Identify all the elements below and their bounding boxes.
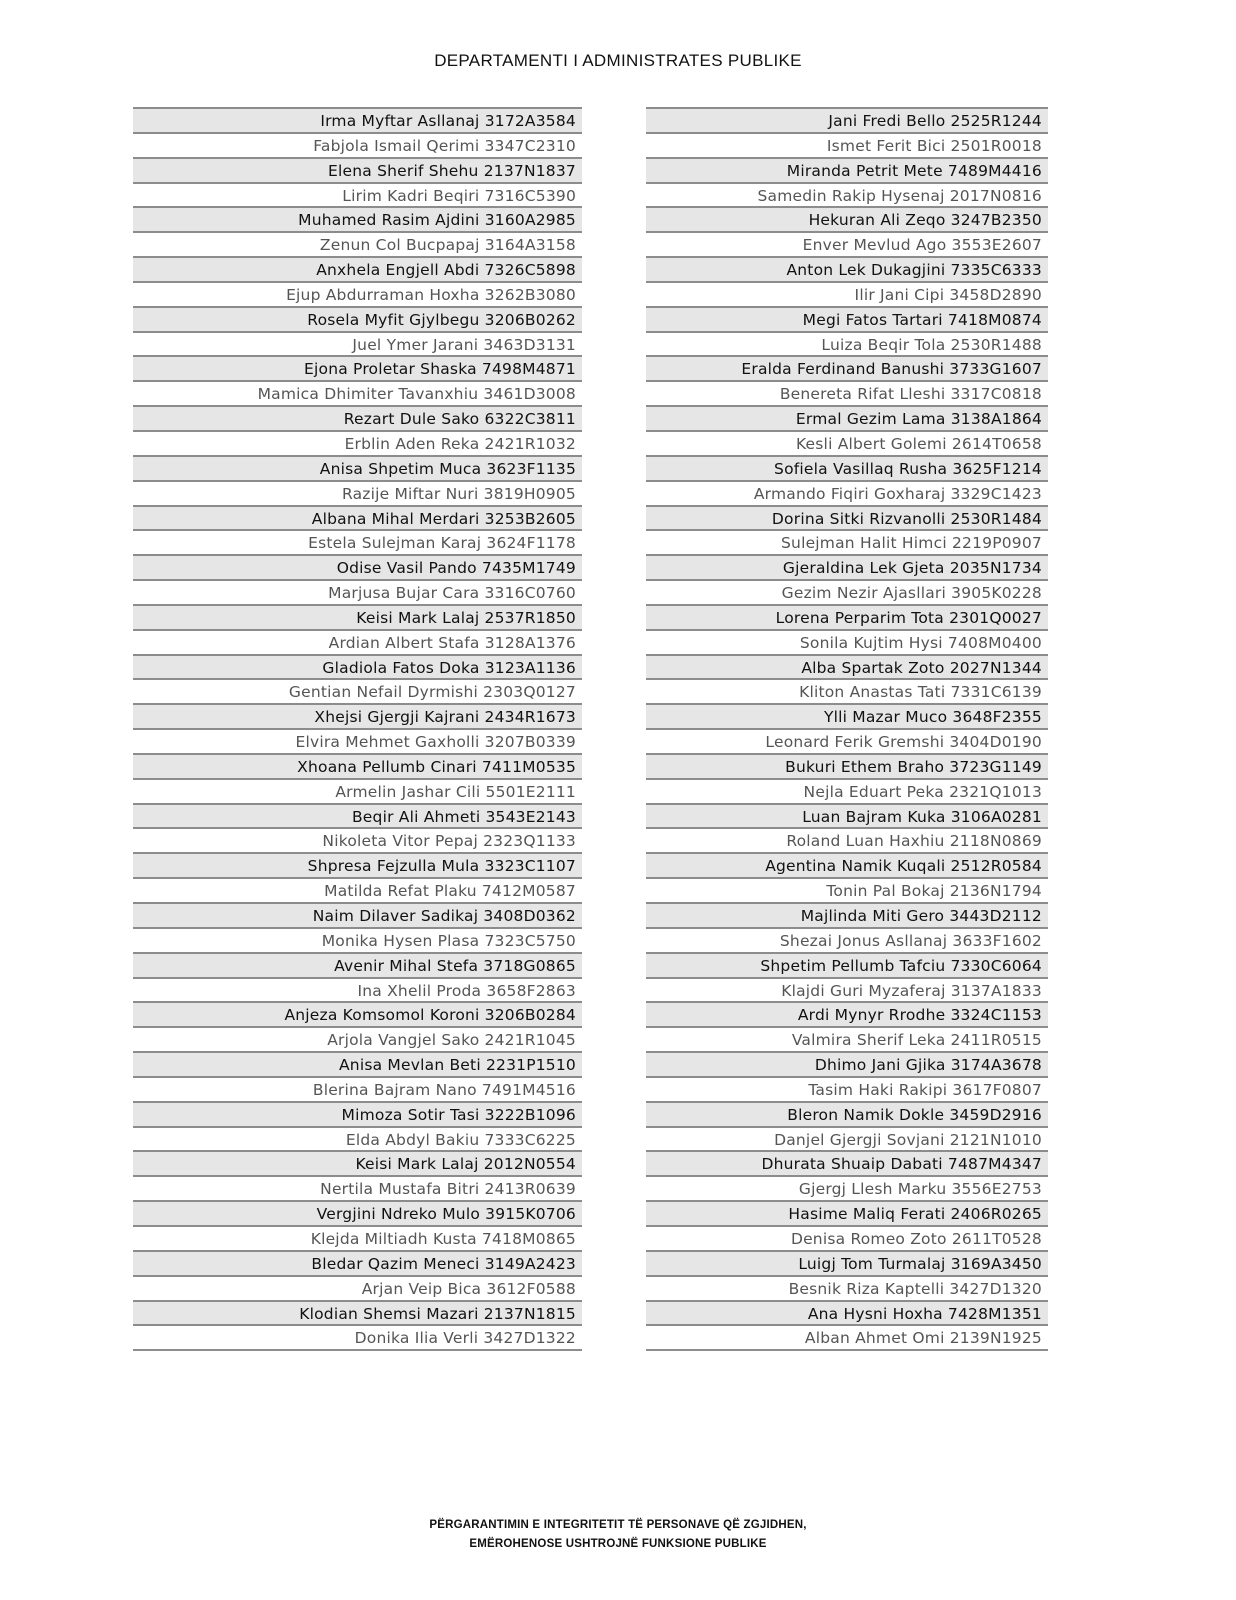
list-item: Dhimo Jani Gjika 3174A3678 (646, 1051, 1048, 1076)
list-item: Keisi Mark Lalaj 2537R1850 (133, 604, 582, 629)
list-item: Shpetim Pellumb Tafciu 7330C6064 (646, 952, 1048, 977)
list-item: Sulejman Halit Himci 2219P0907 (646, 529, 1048, 554)
list-item: Mimoza Sotir Tasi 3222B1096 (133, 1101, 582, 1126)
list-item: Donika Ilia Verli 3427D1322 (133, 1324, 582, 1349)
list-item: Bleron Namik Dokle 3459D2916 (646, 1101, 1048, 1126)
list-item: Gjeraldina Lek Gjeta 2035N1734 (646, 554, 1048, 579)
list-item: Armando Fiqiri Goxharaj 3329C1423 (646, 480, 1048, 505)
list-item: Ardian Albert Stafa 3128A1376 (133, 629, 582, 654)
list-item: Estela Sulejman Karaj 3624F1178 (133, 529, 582, 554)
list-item: Sofiela Vasillaq Rusha 3625F1214 (646, 455, 1048, 480)
list-item: Gjergj Llesh Marku 3556E2753 (646, 1175, 1048, 1200)
list-item: Albana Mihal Merdari 3253B2605 (133, 505, 582, 530)
page-title: DEPARTAMENTI I ADMINISTRATES PUBLIKE (434, 51, 802, 70)
list-end-rule (646, 1349, 1048, 1351)
list-item: Mamica Dhimiter Tavanxhiu 3461D3008 (133, 380, 582, 405)
list-item: Irma Myftar Asllanaj 3172A3584 (133, 107, 582, 132)
list-item: Valmira Sherif Leka 2411R0515 (646, 1026, 1048, 1051)
list-item: Nejla Eduart Peka 2321Q1013 (646, 778, 1048, 803)
list-item: Luiza Beqir Tola 2530R1488 (646, 331, 1048, 356)
list-item: Avenir Mihal Stefa 3718G0865 (133, 952, 582, 977)
list-item: Nikoleta Vitor Pepaj 2323Q1133 (133, 827, 582, 852)
list-item: Dhurata Shuaip Dabati 7487M4347 (646, 1150, 1048, 1175)
list-item: Keisi Mark Lalaj 2012N0554 (133, 1150, 582, 1175)
list-item: Anxhela Engjell Abdi 7326C5898 (133, 256, 582, 281)
list-item: Sonila Kujtim Hysi 7408M0400 (646, 629, 1048, 654)
list-item: Tonin Pal Bokaj 2136N1794 (646, 877, 1048, 902)
list-item: Monika Hysen Plasa 7323C5750 (133, 927, 582, 952)
list-end-rule (133, 1349, 582, 1351)
list-item: Enver Mevlud Ago 3553E2607 (646, 231, 1048, 256)
list-item: Alban Ahmet Omi 2139N1925 (646, 1324, 1048, 1349)
list-item: Elda Abdyl Bakiu 7333C6225 (133, 1126, 582, 1151)
list-item: Besnik Riza Kaptelli 3427D1320 (646, 1275, 1048, 1300)
list-item: Gladiola Fatos Doka 3123A1136 (133, 654, 582, 679)
list-item: Bukuri Ethem Braho 3723G1149 (646, 753, 1048, 778)
list-item: Denisa Romeo Zoto 2611T0528 (646, 1225, 1048, 1250)
list-item: Jani Fredi Bello 2525R1244 (646, 107, 1048, 132)
list-item: Luan Bajram Kuka 3106A0281 (646, 803, 1048, 828)
list-item: Kliton Anastas Tati 7331C6139 (646, 678, 1048, 703)
list-item: Samedin Rakip Hysenaj 2017N0816 (646, 182, 1048, 207)
list-item: Klejda Miltiadh Kusta 7418M0865 (133, 1225, 582, 1250)
list-item: Xhoana Pellumb Cinari 7411M0535 (133, 753, 582, 778)
list-item: Klajdi Guri Myzaferaj 3137A1833 (646, 977, 1048, 1002)
list-item: Arjan Veip Bica 3612F0588 (133, 1275, 582, 1300)
list-item: Armelin Jashar Cili 5501E2111 (133, 778, 582, 803)
list-item: Odise Vasil Pando 7435M1749 (133, 554, 582, 579)
list-item: Shpresa Fejzulla Mula 3323C1107 (133, 852, 582, 877)
list-item: Erblin Aden Reka 2421R1032 (133, 430, 582, 455)
list-item: Rezart Dule Sako 6322C3811 (133, 405, 582, 430)
list-item: Anisa Shpetim Muca 3623F1135 (133, 455, 582, 480)
list-item: Klodian Shemsi Mazari 2137N1815 (133, 1300, 582, 1325)
list-item: Ilir Jani Cipi 3458D2890 (646, 281, 1048, 306)
list-item: Ermal Gezim Lama 3138A1864 (646, 405, 1048, 430)
list-item: Anisa Mevlan Beti 2231P1510 (133, 1051, 582, 1076)
list-item: Ardi Mynyr Rrodhe 3324C1153 (646, 1001, 1048, 1026)
footer-line-1: PËRGARANTIMIN E INTEGRITETIT TË PERSONAVE QË ZGJIDHEN, (429, 1519, 807, 1531)
list-item: Ejona Proletar Shaska 7498M4871 (133, 355, 582, 380)
right-name-list (646, 107, 1048, 1351)
left-name-list (133, 107, 582, 1351)
list-item: Nertila Mustafa Bitri 2413R0639 (133, 1175, 582, 1200)
list-item: Dorina Sitki Rizvanolli 2530R1484 (646, 505, 1048, 530)
list-item: Leonard Ferik Gremshi 3404D0190 (646, 728, 1048, 753)
list-item: Roland Luan Haxhiu 2118N0869 (646, 827, 1048, 852)
list-item: Fabjola Ismail Qerimi 3347C2310 (133, 132, 582, 157)
list-item: Ana Hysni Hoxha 7428M1351 (646, 1300, 1048, 1325)
list-item: Blerina Bajram Nano 7491M4516 (133, 1076, 582, 1101)
list-item: Juel Ymer Jarani 3463D3131 (133, 331, 582, 356)
list-item: Luigj Tom Turmalaj 3169A3450 (646, 1250, 1048, 1275)
list-item: Shezai Jonus Asllanaj 3633F1602 (646, 927, 1048, 952)
list-item: Elena Sherif Shehu 2137N1837 (133, 157, 582, 182)
list-item: Rosela Myfit Gjylbegu 3206B0262 (133, 306, 582, 331)
list-item: Ismet Ferit Bici 2501R0018 (646, 132, 1048, 157)
list-item: Gezim Nezir Ajasllari 3905K0228 (646, 579, 1048, 604)
list-item: Bledar Qazim Meneci 3149A2423 (133, 1250, 582, 1275)
list-item: Kesli Albert Golemi 2614T0658 (646, 430, 1048, 455)
list-item: Matilda Refat Plaku 7412M0587 (133, 877, 582, 902)
list-item: Ina Xhelil Proda 3658F2863 (133, 977, 582, 1002)
list-item: Megi Fatos Tartari 7418M0874 (646, 306, 1048, 331)
list-item: Lorena Perparim Tota 2301Q0027 (646, 604, 1048, 629)
list-item: Zenun Col Bucpapaj 3164A3158 (133, 231, 582, 256)
list-item: Majlinda Miti Gero 3443D2112 (646, 902, 1048, 927)
list-item: Agentina Namik Kuqali 2512R0584 (646, 852, 1048, 877)
list-item: Razije Miftar Nuri 3819H0905 (133, 480, 582, 505)
list-item: Hekuran Ali Zeqo 3247B2350 (646, 206, 1048, 231)
list-item: Arjola Vangjel Sako 2421R1045 (133, 1026, 582, 1051)
list-item: Ylli Mazar Muco 3648F2355 (646, 703, 1048, 728)
list-item: Lirim Kadri Beqiri 7316C5390 (133, 182, 582, 207)
list-item: Miranda Petrit Mete 7489M4416 (646, 157, 1048, 182)
list-item: Eralda Ferdinand Banushi 3733G1607 (646, 355, 1048, 380)
list-item: Muhamed Rasim Ajdini 3160A2985 (133, 206, 582, 231)
list-item: Gentian Nefail Dyrmishi 2303Q0127 (133, 678, 582, 703)
list-item: Vergjini Ndreko Mulo 3915K0706 (133, 1200, 582, 1225)
list-item: Xhejsi Gjergji Kajrani 2434R1673 (133, 703, 582, 728)
list-item: Danjel Gjergji Sovjani 2121N1010 (646, 1126, 1048, 1151)
list-item: Anton Lek Dukagjini 7335C6333 (646, 256, 1048, 281)
footer-line-2: EMËROHENOSE USHTROJNË FUNKSIONE PUBLIKE (469, 1538, 767, 1550)
list-item: Benereta Rifat Lleshi 3317C0818 (646, 380, 1048, 405)
list-item: Naim Dilaver Sadikaj 3408D0362 (133, 902, 582, 927)
list-item: Elvira Mehmet Gaxholli 3207B0339 (133, 728, 582, 753)
list-item: Marjusa Bujar Cara 3316C0760 (133, 579, 582, 604)
list-item: Beqir Ali Ahmeti 3543E2143 (133, 803, 582, 828)
footer (0, 1516, 1236, 1554)
list-item: Ejup Abdurraman Hoxha 3262B3080 (133, 281, 582, 306)
list-item: Anjeza Komsomol Koroni 3206B0284 (133, 1001, 582, 1026)
list-item: Tasim Haki Rakipi 3617F0807 (646, 1076, 1048, 1101)
list-item: Hasime Maliq Ferati 2406R0265 (646, 1200, 1048, 1225)
list-item: Alba Spartak Zoto 2027N1344 (646, 654, 1048, 679)
